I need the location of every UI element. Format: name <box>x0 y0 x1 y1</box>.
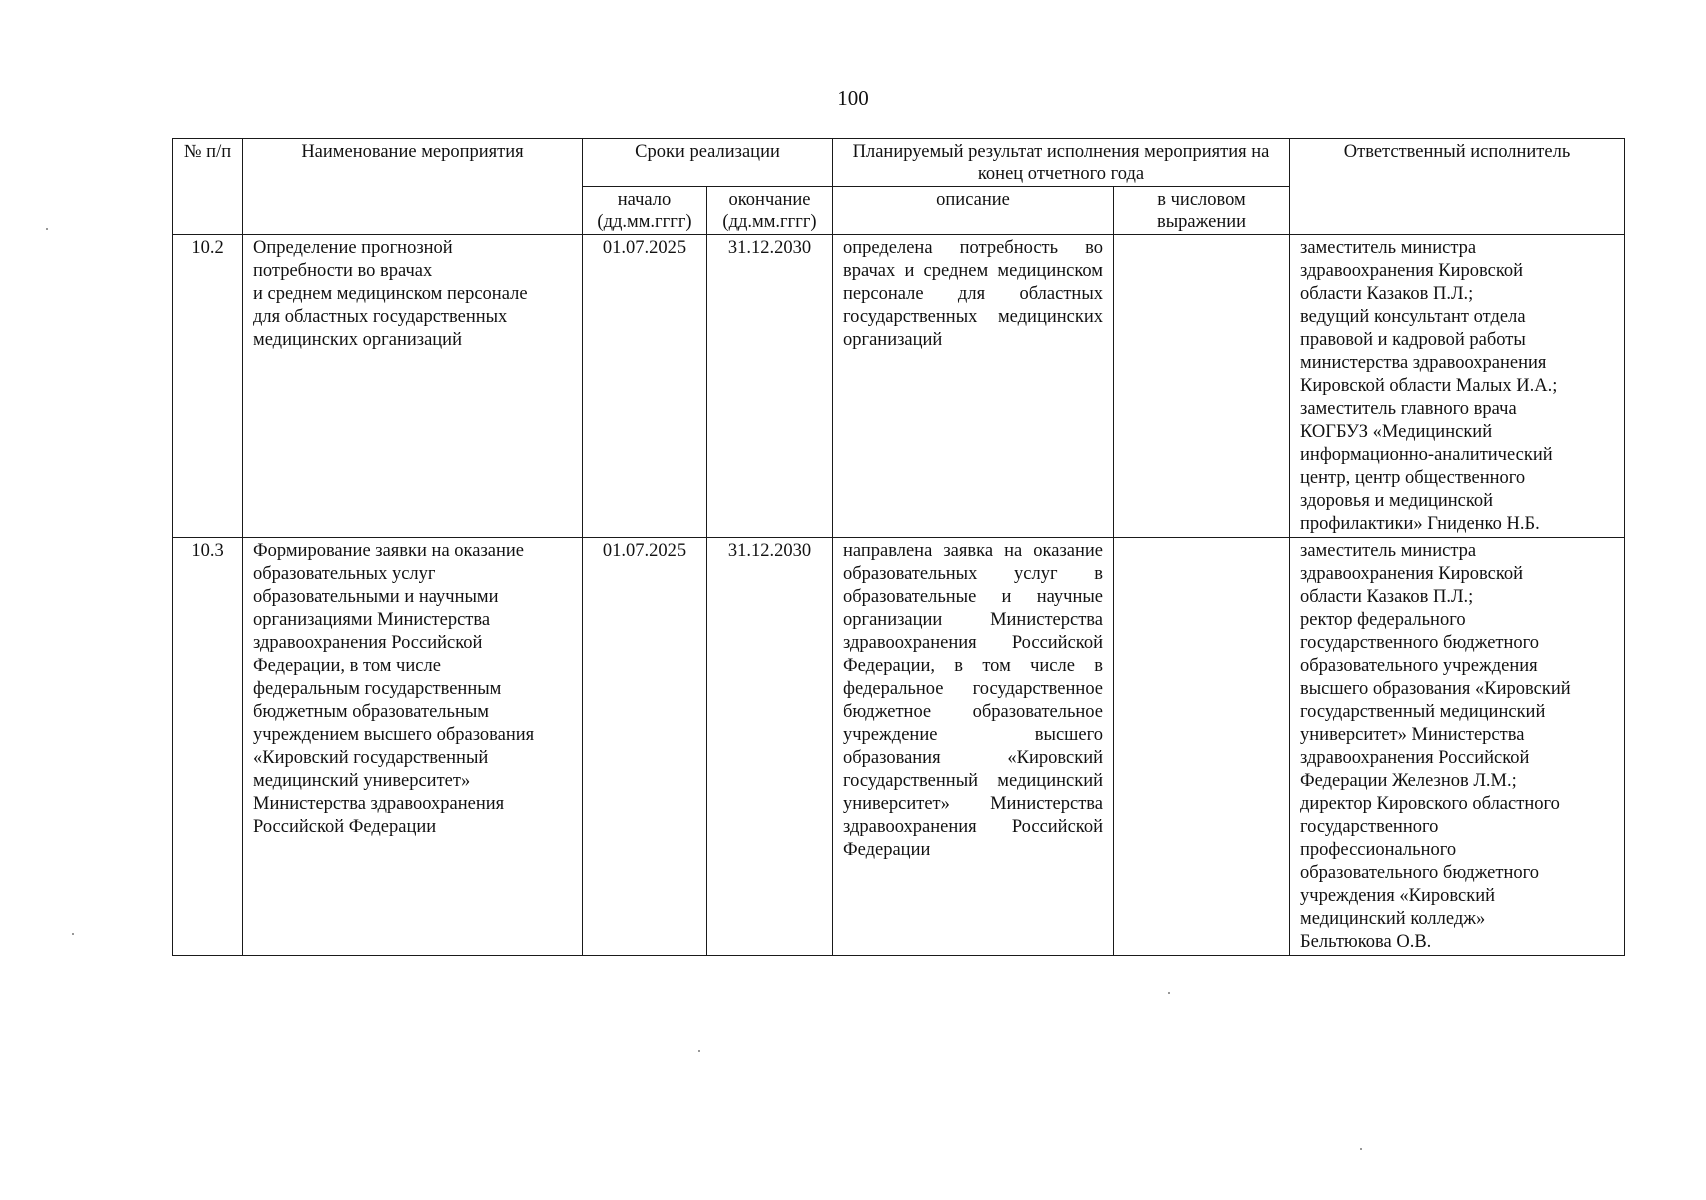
responsible-line: Кировской области Малых И.А.; <box>1300 376 1558 396</box>
responsible-line: заместитель главного врача <box>1300 399 1517 419</box>
responsible-line: государственного <box>1300 817 1439 837</box>
responsible-executor <box>1290 538 1625 956</box>
activity-name-line: здравоохранения Российской <box>253 633 483 653</box>
responsible-line: здравоохранения Кировской <box>1300 564 1524 584</box>
result-description: направлена заявка на оказание образовательных услуг в образовательные и научные организации Министерства здравоохранения Российской Федерации, в том числе в федеральное государственное бюджетное образовательное учреждение высшего образования «Кировский государственный медицинский университет» Министерства здравоохранения Российской Федерации <box>833 538 1114 956</box>
activity-name-line: Федерации, в том числе <box>253 656 441 676</box>
scan-speck <box>1360 1148 1362 1150</box>
result-numeric-value <box>1114 538 1290 956</box>
responsible-line: здравоохранения Кировской <box>1300 261 1524 281</box>
scan-speck <box>72 933 74 935</box>
end-date: 31.12.2030 <box>707 538 833 956</box>
responsible-line: профилактики» Гниденко Н.Б. <box>1300 514 1540 534</box>
scan-speck <box>46 228 48 230</box>
table-row <box>173 235 1625 538</box>
responsible-line: профессионального <box>1300 840 1457 860</box>
responsible-line: медицинский колледж» <box>1300 909 1486 929</box>
responsible-line: директор Кировского областного <box>1300 794 1560 814</box>
responsible-line: правовой и кадровой работы <box>1300 330 1526 350</box>
scan-speck <box>1168 992 1170 994</box>
responsible-line: области Казаков П.Л.; <box>1300 587 1474 607</box>
row-number: 10.2 <box>173 235 243 538</box>
responsible-line: университет» Министерства <box>1300 725 1525 745</box>
responsible-line: Бельтюкова О.В. <box>1300 932 1432 952</box>
activity-name-line: учреждением высшего образования <box>253 725 535 745</box>
responsible-line: области Казаков П.Л.; <box>1300 284 1474 304</box>
header-responsible: Ответственный исполнитель <box>1290 139 1625 235</box>
responsible-line: КОГБУЗ «Медицинский <box>1300 422 1493 442</box>
scan-speck <box>698 1050 700 1052</box>
activity-name-line: потребности во врачах <box>253 261 433 281</box>
header-activity-name: Наименование мероприятия <box>243 139 583 235</box>
activity-name-line: и среднем медицинском персонале <box>253 284 528 304</box>
end-date: 31.12.2030 <box>707 235 833 538</box>
header-end-date: окончание (дд.мм.гггг) <box>707 187 833 235</box>
responsible-line: учреждения «Кировский <box>1300 886 1495 906</box>
header-planned-result: Планируемый результат исполнения мероприятия на конец отчетного года <box>833 139 1290 187</box>
header-numeric-value: в числовом выражении <box>1114 187 1290 235</box>
responsible-line: заместитель министра <box>1300 541 1477 561</box>
responsible-line: высшего образования «Кировский <box>1300 679 1571 699</box>
activities-table <box>172 138 1625 956</box>
header-number: № п/п <box>173 139 243 235</box>
activity-name-line: федеральным государственным <box>253 679 502 699</box>
activity-name-line: для областных государственных <box>253 307 508 327</box>
responsible-line: государственного бюджетного <box>1300 633 1540 653</box>
activity-name-line: Формирование заявки на оказание <box>253 541 524 561</box>
activity-name-line: образовательных услуг <box>253 564 436 584</box>
activity-name-line: бюджетным образовательным <box>253 702 490 722</box>
responsible-line: образовательного учреждения <box>1300 656 1538 676</box>
activity-name <box>243 235 583 538</box>
header-description: описание <box>833 187 1114 235</box>
responsible-line: Федерации Железнов Л.М.; <box>1300 771 1517 791</box>
activity-name-line: Министерства здравоохранения <box>253 794 505 814</box>
start-date: 01.07.2025 <box>583 538 707 956</box>
activity-name <box>243 538 583 956</box>
responsible-line: ректор федерального <box>1300 610 1466 630</box>
responsible-line: заместитель министра <box>1300 238 1477 258</box>
activity-name-line: образовательными и научными <box>253 587 499 607</box>
activity-name-line: медицинский университет» <box>253 771 471 791</box>
activity-name-line: организациями Министерства <box>253 610 491 630</box>
activity-name-line: «Кировский государственный <box>253 748 489 768</box>
activity-name-line: Определение прогнозной <box>253 238 453 258</box>
responsible-line: здоровья и медицинской <box>1300 491 1494 511</box>
start-date: 01.07.2025 <box>583 235 707 538</box>
header-period: Сроки реализации <box>583 139 833 187</box>
row-number: 10.3 <box>173 538 243 956</box>
responsible-line: министерства здравоохранения <box>1300 353 1547 373</box>
responsible-line: образовательного бюджетного <box>1300 863 1539 883</box>
responsible-line: информационно-аналитический <box>1300 445 1553 465</box>
activity-name-line: Российской Федерации <box>253 817 437 837</box>
activity-name-line: медицинских организаций <box>253 330 462 350</box>
result-description: определена потребность во врачах и среднем медицинском персонале для областных государственных медицинских организаций <box>833 235 1114 538</box>
header-start-date: начало (дд.мм.гггг) <box>583 187 707 235</box>
page-number: 100 <box>837 86 869 110</box>
responsible-line: центр, центр общественного <box>1300 468 1526 488</box>
table-row <box>173 538 1625 956</box>
responsible-line: государственный медицинский <box>1300 702 1546 722</box>
responsible-line: здравоохранения Российской <box>1300 748 1530 768</box>
responsible-executor <box>1290 235 1625 538</box>
responsible-line: ведущий консультант отдела <box>1300 307 1526 327</box>
result-numeric-value <box>1114 235 1290 538</box>
